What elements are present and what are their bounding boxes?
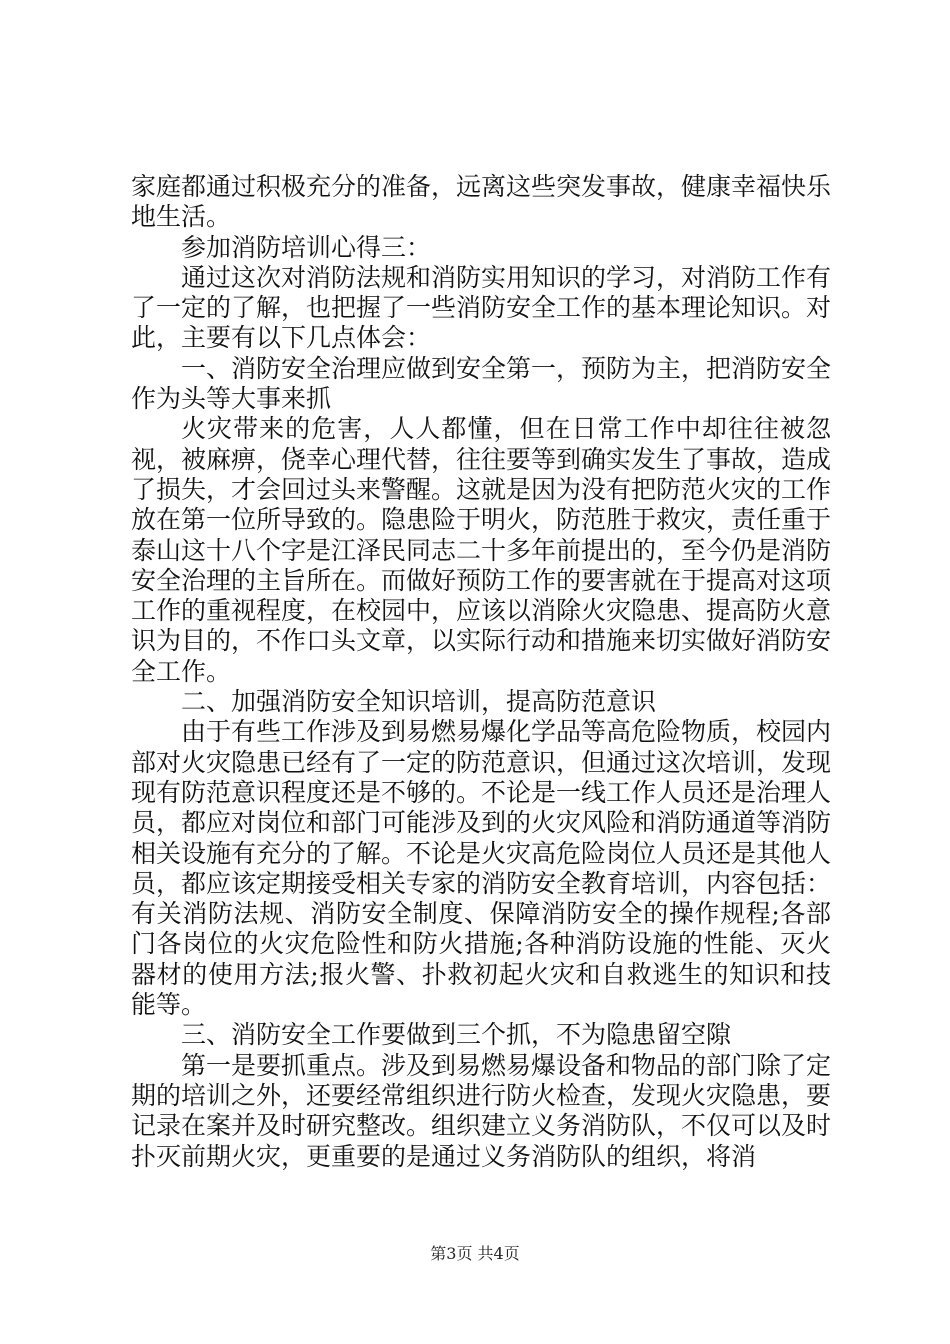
page-footer: 第3页 共4页 (430, 1244, 520, 1263)
paragraph-1: 家庭都通过积极充分的准备，远离这些突发事故，健康幸福快乐地生活。 (131, 172, 832, 232)
heading-3: 三、消防安全工作要做到三个抓，不为隐患留空隙 (181, 1020, 732, 1050)
heading-2: 二、加强消防安全知识培训，提高防范意识 (181, 687, 657, 717)
document-body (131, 172, 831, 1172)
paragraph-4: 火灾带来的危害，人人都懂，但在日常工作中却往往被忽视，被麻痹，侥幸心理代替，往往要等到确实发生了事故，造成了损失，才会回过头来警醒。这就是因为没有把防范火灾的工作放在第一位所导致的。隐患险于明火，防范胜于救灾，责任重于泰山这十八个字是江泽民同志二十多年前提出的，至今仍是消防安全治理的主旨所在。而做好预防工作的要害就在于提高对这项工作的重视程度，在校园中，应该以消除火灾隐患、提高防火意识为目的，不作口头文章，以实际行动和措施来切实做好消防安全工作。 (131, 414, 832, 686)
paragraph-2: 参加消防培训心得三： (181, 232, 432, 262)
paragraph-6: 第一是要抓重点。涉及到易燃易爆设备和物品的部门除了定期的培训之外，还要经常组织进行防火检查，发现火灾隐患，要记录在案并及时研究整改。组织建立义务消防队，不仅可以及时扑灭前期火灾，更重要的是通过义务消防队的组织，将消 (131, 1050, 832, 1171)
paragraph-5: 由于有些工作涉及到易燃易爆化学品等高危险物质，校园内部对火灾隐患已经有了一定的防范意识，但通过这次培训，发现现有防范意识程度还是不够的。不论是一线工作人员还是治理人员，都应对岗位和部门可能涉及到的火灾风险和消防通道等消防相关设施有充分的了解。不论是火灾高危险岗位人员还是其他人员，都应该定期接受相关专家的消防安全教育培训，内容包括：有关消防法规、消防安全制度、保障消防安全的操作规程;各部门各岗位的火灾危险性和防火措施;各种消防设施的性能、灭火器材的使用方法;报火警、扑救初起火灾和自救逃生的知识和技能等。 (131, 717, 832, 1020)
heading-1: 一、消防安全治理应做到安全第一，预防为主，把消防安全作为头等大事来抓 (131, 353, 832, 414)
paragraph-3: 通过这次对消防法规和消防实用知识的学习，对消防工作有了一定的了解，也把握了一些消防安全工作的基本理论知识。对此，主要有以下几点体会： (131, 262, 832, 353)
